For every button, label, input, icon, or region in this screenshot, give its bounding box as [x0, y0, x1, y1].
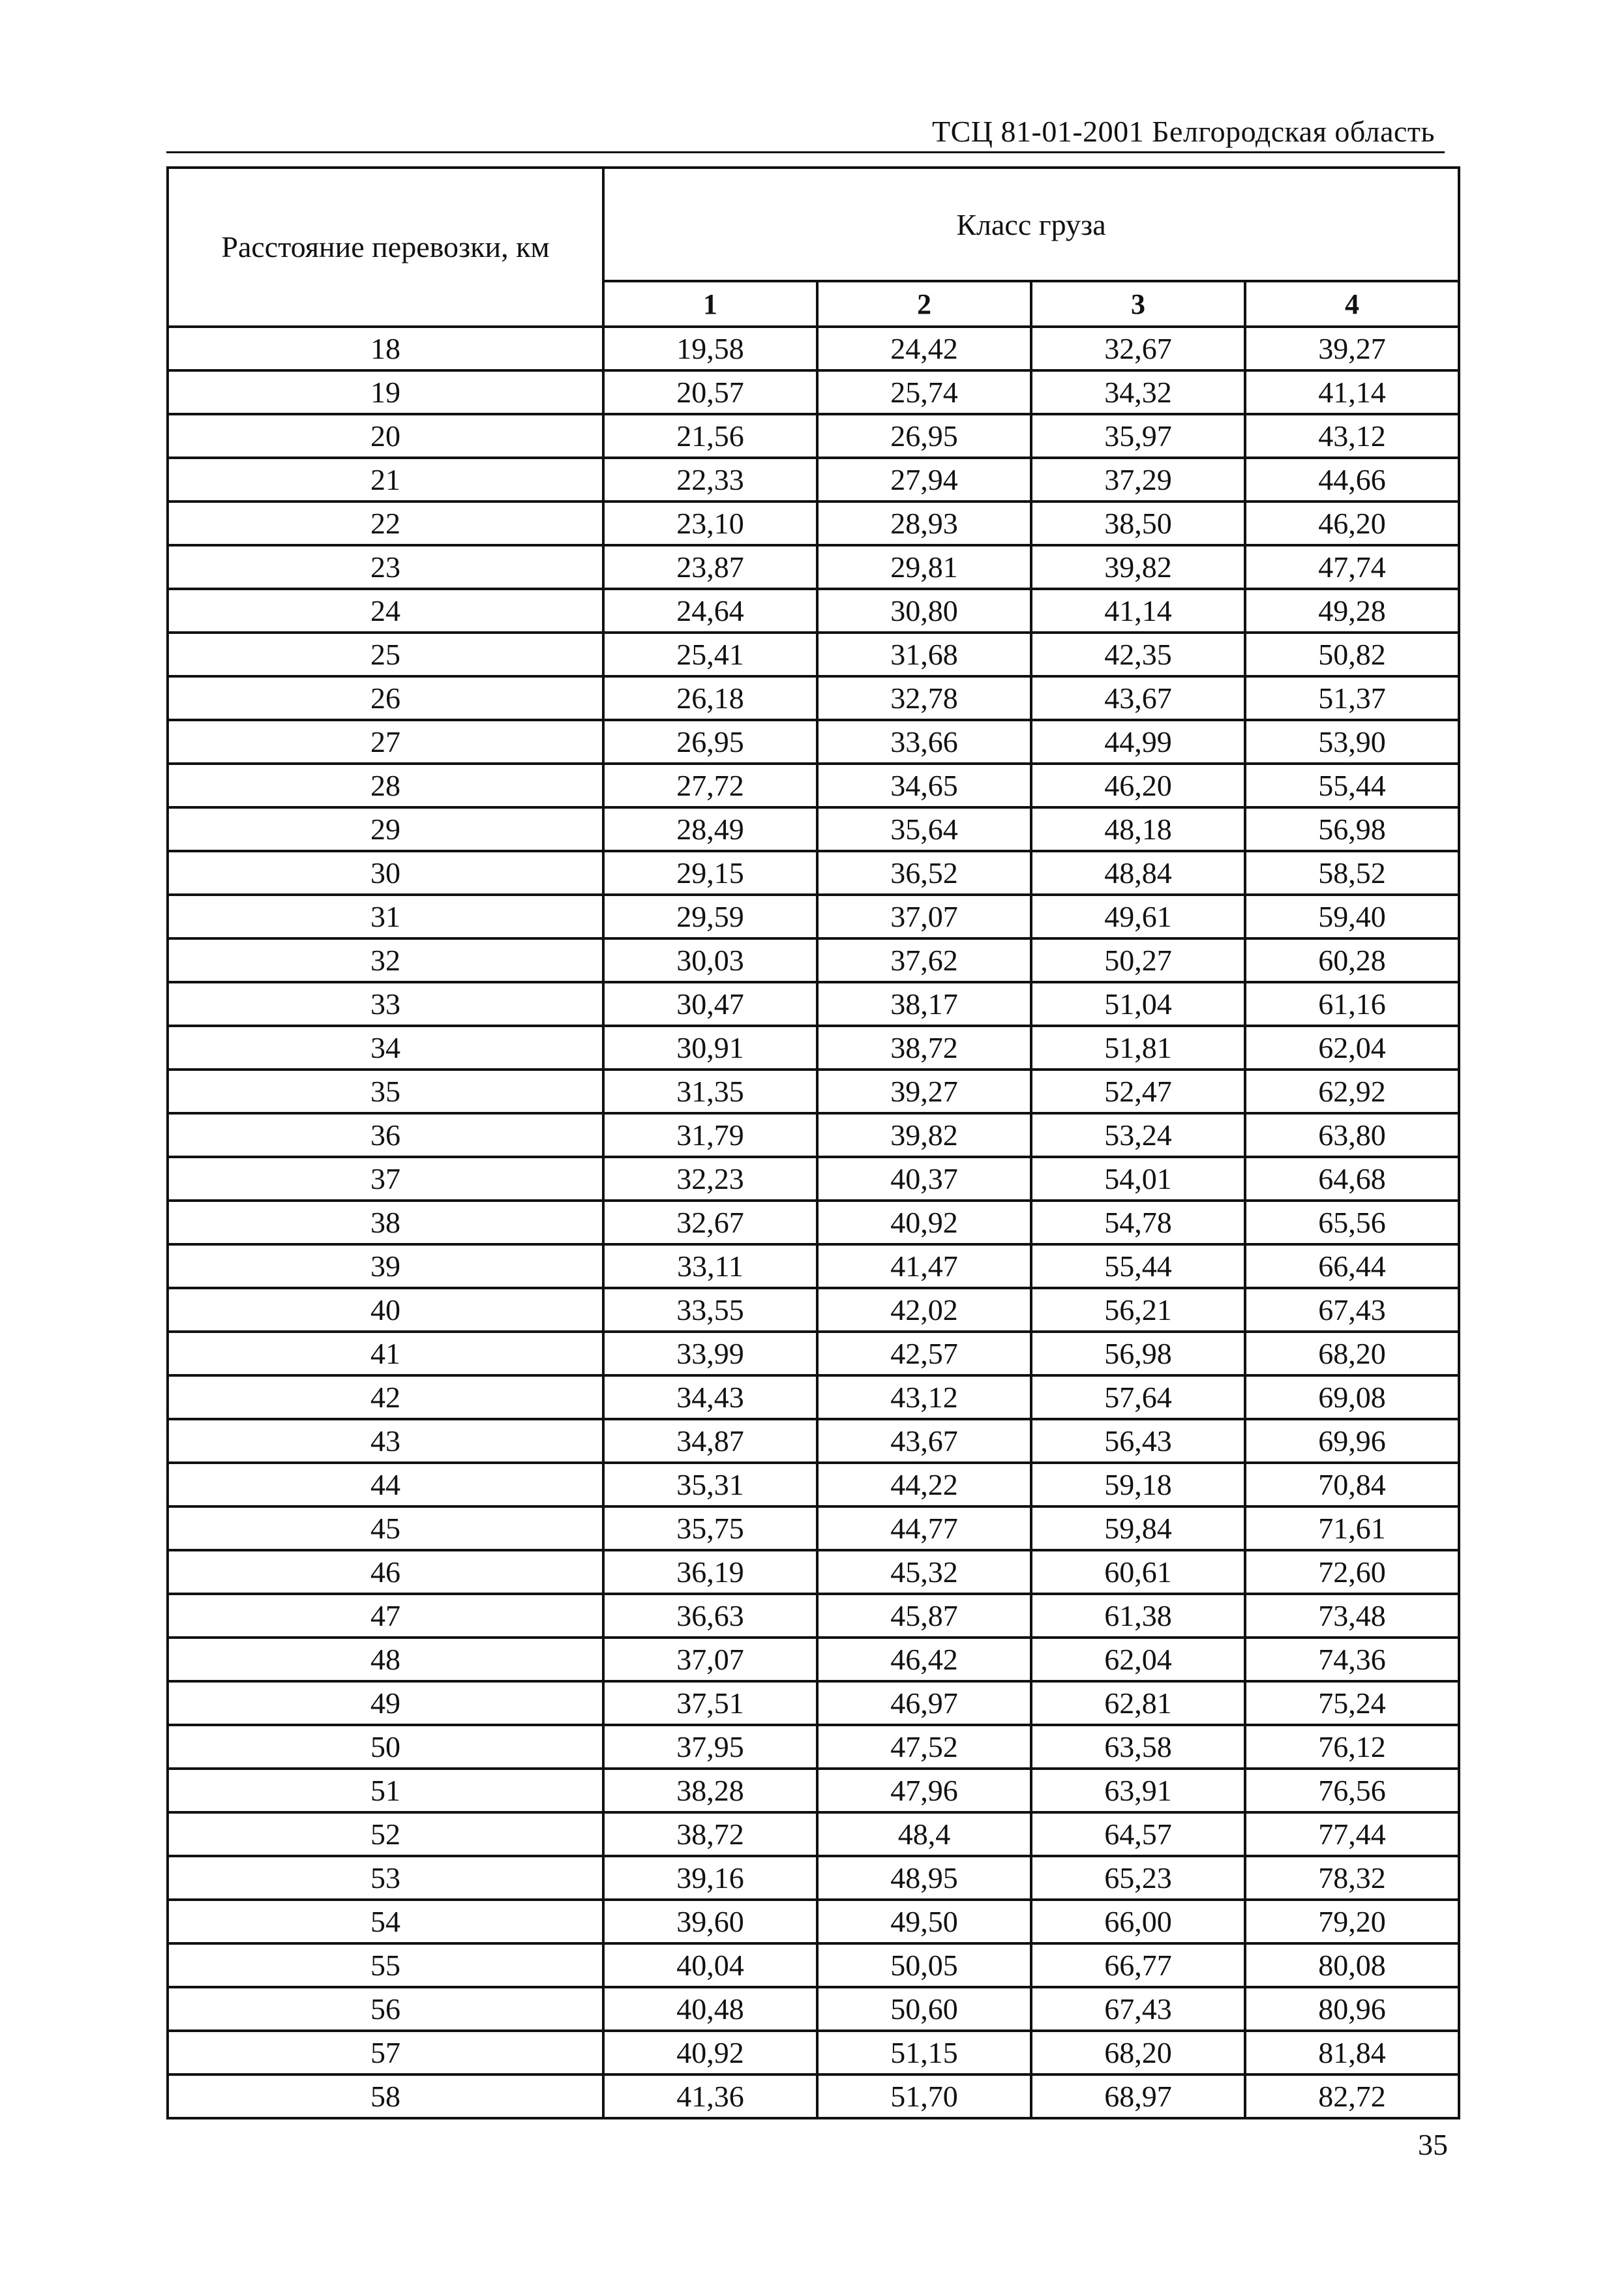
distance-cell: 33 — [168, 982, 603, 1026]
class-column-header: 1 — [603, 281, 817, 327]
distance-cell: 43 — [168, 1419, 603, 1463]
rate-cell: 39,82 — [1031, 545, 1245, 589]
table-row — [168, 1026, 1459, 1070]
rate-cell: 65,56 — [1245, 1201, 1459, 1244]
table-row — [168, 1638, 1459, 1681]
table-row — [168, 676, 1459, 720]
rate-cell: 36,63 — [603, 1594, 817, 1638]
rate-cell: 30,03 — [603, 938, 817, 982]
distance-cell: 49 — [168, 1681, 603, 1725]
rate-cell: 33,11 — [603, 1244, 817, 1288]
table-row — [168, 545, 1459, 589]
rate-cell: 43,12 — [817, 1375, 1031, 1419]
table-row — [168, 938, 1459, 982]
distance-cell: 27 — [168, 720, 603, 764]
rate-cell: 19,58 — [603, 327, 817, 370]
distance-cell: 44 — [168, 1463, 603, 1506]
rate-cell: 39,82 — [817, 1113, 1031, 1157]
rate-cell: 39,27 — [1245, 327, 1459, 370]
distance-cell: 41 — [168, 1332, 603, 1375]
rate-cell: 79,20 — [1245, 1900, 1459, 1943]
tariff-table — [166, 166, 1460, 2119]
rate-cell: 37,07 — [817, 895, 1031, 938]
rate-cell: 39,16 — [603, 1856, 817, 1900]
distance-cell: 55 — [168, 1943, 603, 1987]
distance-cell: 19 — [168, 370, 603, 414]
rate-cell: 33,55 — [603, 1288, 817, 1332]
rate-cell: 48,18 — [1031, 807, 1245, 851]
table-row — [168, 1288, 1459, 1332]
rate-cell: 55,44 — [1031, 1244, 1245, 1288]
rate-cell: 27,72 — [603, 764, 817, 807]
distance-cell: 52 — [168, 1812, 603, 1856]
rate-cell: 29,15 — [603, 851, 817, 895]
rate-cell: 52,47 — [1031, 1070, 1245, 1113]
rate-cell: 47,52 — [817, 1725, 1031, 1769]
rate-cell: 76,56 — [1245, 1769, 1459, 1812]
rate-cell: 38,72 — [603, 1812, 817, 1856]
table-row — [168, 1201, 1459, 1244]
distance-cell: 42 — [168, 1375, 603, 1419]
rate-cell: 61,38 — [1031, 1594, 1245, 1638]
rate-cell: 69,96 — [1245, 1419, 1459, 1463]
class-column-header: 4 — [1245, 281, 1459, 327]
class-column-header: 3 — [1031, 281, 1245, 327]
distance-cell: 58 — [168, 2074, 603, 2118]
rate-cell: 23,10 — [603, 502, 817, 545]
rate-cell: 38,50 — [1031, 502, 1245, 545]
page-number: 35 — [1418, 2128, 1448, 2161]
table-row — [168, 633, 1459, 676]
rate-cell: 74,36 — [1245, 1638, 1459, 1681]
rate-cell: 41,47 — [817, 1244, 1031, 1288]
rate-cell: 23,87 — [603, 545, 817, 589]
distance-cell: 53 — [168, 1856, 603, 1900]
rate-cell: 34,65 — [817, 764, 1031, 807]
rate-cell: 58,52 — [1245, 851, 1459, 895]
rate-cell: 38,17 — [817, 982, 1031, 1026]
rate-cell: 62,04 — [1245, 1026, 1459, 1070]
distance-cell: 26 — [168, 676, 603, 720]
rate-cell: 66,44 — [1245, 1244, 1459, 1288]
rate-cell: 48,84 — [1031, 851, 1245, 895]
rate-cell: 56,98 — [1245, 807, 1459, 851]
rate-cell: 37,62 — [817, 938, 1031, 982]
rate-cell: 40,92 — [603, 2031, 817, 2074]
rate-cell: 53,24 — [1031, 1113, 1245, 1157]
distance-cell: 29 — [168, 807, 603, 851]
rate-cell: 25,41 — [603, 633, 817, 676]
rate-cell: 26,18 — [603, 676, 817, 720]
table-row — [168, 1900, 1459, 1943]
distance-cell: 25 — [168, 633, 603, 676]
distance-cell: 18 — [168, 327, 603, 370]
rate-cell: 62,04 — [1031, 1638, 1245, 1681]
rate-cell: 40,48 — [603, 1987, 817, 2031]
rate-cell: 60,28 — [1245, 938, 1459, 982]
rate-cell: 30,47 — [603, 982, 817, 1026]
rate-cell: 31,35 — [603, 1070, 817, 1113]
rate-cell: 44,77 — [817, 1506, 1031, 1550]
rate-cell: 31,79 — [603, 1113, 817, 1157]
rate-cell: 80,08 — [1245, 1943, 1459, 1987]
rate-cell: 27,94 — [817, 458, 1031, 502]
rate-cell: 68,97 — [1031, 2074, 1245, 2118]
rate-cell: 77,44 — [1245, 1812, 1459, 1856]
table-row — [168, 1812, 1459, 1856]
rate-cell: 50,27 — [1031, 938, 1245, 982]
rate-cell: 75,24 — [1245, 1681, 1459, 1725]
distance-cell: 56 — [168, 1987, 603, 2031]
rate-cell: 42,57 — [817, 1332, 1031, 1375]
rate-cell: 29,81 — [817, 545, 1031, 589]
rate-cell: 59,18 — [1031, 1463, 1245, 1506]
distance-cell: 40 — [168, 1288, 603, 1332]
rate-cell: 43,67 — [1031, 676, 1245, 720]
distance-cell: 35 — [168, 1070, 603, 1113]
rate-cell: 81,84 — [1245, 2031, 1459, 2074]
table-row — [168, 1463, 1459, 1506]
rate-cell: 46,97 — [817, 1681, 1031, 1725]
table-row — [168, 1113, 1459, 1157]
rate-cell: 41,14 — [1031, 589, 1245, 633]
rate-cell: 68,20 — [1245, 1332, 1459, 1375]
rate-cell: 48,4 — [817, 1812, 1031, 1856]
table-row — [168, 807, 1459, 851]
rate-cell: 30,80 — [817, 589, 1031, 633]
rate-cell: 25,74 — [817, 370, 1031, 414]
rate-cell: 37,95 — [603, 1725, 817, 1769]
rate-cell: 60,61 — [1031, 1550, 1245, 1594]
rate-cell: 49,61 — [1031, 895, 1245, 938]
rate-cell: 36,52 — [817, 851, 1031, 895]
rate-cell: 24,64 — [603, 589, 817, 633]
distance-cell: 21 — [168, 458, 603, 502]
rate-cell: 34,87 — [603, 1419, 817, 1463]
rate-cell: 54,01 — [1031, 1157, 1245, 1201]
rate-cell: 26,95 — [817, 414, 1031, 458]
rate-cell: 50,82 — [1245, 633, 1459, 676]
tariff-table-container — [166, 166, 1458, 2119]
rate-cell: 51,15 — [817, 2031, 1031, 2074]
table-row — [168, 1943, 1459, 1987]
rate-cell: 50,60 — [817, 1987, 1031, 2031]
distance-cell: 38 — [168, 1201, 603, 1244]
table-head — [168, 168, 1459, 327]
distance-cell: 31 — [168, 895, 603, 938]
distance-cell: 48 — [168, 1638, 603, 1681]
rate-cell: 35,64 — [817, 807, 1031, 851]
rate-cell: 73,48 — [1245, 1594, 1459, 1638]
rate-cell: 30,91 — [603, 1026, 817, 1070]
table-row — [168, 327, 1459, 370]
table-row — [168, 370, 1459, 414]
table-row — [168, 458, 1459, 502]
distance-cell: 28 — [168, 764, 603, 807]
table-row — [168, 1244, 1459, 1288]
rate-cell: 69,08 — [1245, 1375, 1459, 1419]
rate-cell: 64,68 — [1245, 1157, 1459, 1201]
table-row — [168, 2031, 1459, 2074]
table-row — [168, 851, 1459, 895]
rate-cell: 56,21 — [1031, 1288, 1245, 1332]
cargo-class-header: Класс груза — [603, 168, 1459, 281]
table-row — [168, 1594, 1459, 1638]
rate-cell: 57,64 — [1031, 1375, 1245, 1419]
rate-cell: 35,97 — [1031, 414, 1245, 458]
rate-cell: 64,57 — [1031, 1812, 1245, 1856]
distance-cell: 20 — [168, 414, 603, 458]
distance-cell: 24 — [168, 589, 603, 633]
rate-cell: 59,40 — [1245, 895, 1459, 938]
rate-cell: 71,61 — [1245, 1506, 1459, 1550]
table-row — [168, 1550, 1459, 1594]
distance-cell: 46 — [168, 1550, 603, 1594]
rate-cell: 61,16 — [1245, 982, 1459, 1026]
table-row — [168, 1856, 1459, 1900]
rate-cell: 56,98 — [1031, 1332, 1245, 1375]
rate-cell: 37,51 — [603, 1681, 817, 1725]
rate-cell: 47,74 — [1245, 545, 1459, 589]
header-row-main — [168, 168, 1459, 281]
rate-cell: 53,90 — [1245, 720, 1459, 764]
rate-cell: 70,84 — [1245, 1463, 1459, 1506]
rate-cell: 32,23 — [603, 1157, 817, 1201]
table-row — [168, 1375, 1459, 1419]
rate-cell: 34,43 — [603, 1375, 817, 1419]
rate-cell: 38,28 — [603, 1769, 817, 1812]
table-row — [168, 1681, 1459, 1725]
class-column-header: 2 — [817, 281, 1031, 327]
rate-cell: 66,77 — [1031, 1943, 1245, 1987]
rate-cell: 37,07 — [603, 1638, 817, 1681]
rate-cell: 32,67 — [603, 1201, 817, 1244]
rate-cell: 51,37 — [1245, 676, 1459, 720]
rate-cell: 33,99 — [603, 1332, 817, 1375]
rate-cell: 67,43 — [1245, 1288, 1459, 1332]
table-body — [168, 327, 1459, 2118]
rate-cell: 29,59 — [603, 895, 817, 938]
rate-cell: 49,50 — [817, 1900, 1031, 1943]
rate-cell: 35,75 — [603, 1506, 817, 1550]
rate-cell: 67,43 — [1031, 1987, 1245, 2031]
rate-cell: 26,95 — [603, 720, 817, 764]
rate-cell: 40,37 — [817, 1157, 1031, 1201]
rate-cell: 62,81 — [1031, 1681, 1245, 1725]
distance-cell: 37 — [168, 1157, 603, 1201]
table-row — [168, 2074, 1459, 2118]
table-row — [168, 1070, 1459, 1113]
rate-cell: 45,32 — [817, 1550, 1031, 1594]
rate-cell: 63,58 — [1031, 1725, 1245, 1769]
distance-cell: 47 — [168, 1594, 603, 1638]
rate-cell: 51,81 — [1031, 1026, 1245, 1070]
distance-cell: 30 — [168, 851, 603, 895]
rate-cell: 68,20 — [1031, 2031, 1245, 2074]
rate-cell: 20,57 — [603, 370, 817, 414]
rate-cell: 36,19 — [603, 1550, 817, 1594]
distance-cell: 32 — [168, 938, 603, 982]
rate-cell: 59,84 — [1031, 1506, 1245, 1550]
rate-cell: 72,60 — [1245, 1550, 1459, 1594]
table-row — [168, 414, 1459, 458]
table-row — [168, 1157, 1459, 1201]
table-row — [168, 720, 1459, 764]
rate-cell: 66,00 — [1031, 1900, 1245, 1943]
rate-cell: 32,78 — [817, 676, 1031, 720]
rate-cell: 62,92 — [1245, 1070, 1459, 1113]
rate-cell: 51,70 — [817, 2074, 1031, 2118]
rate-cell: 51,04 — [1031, 982, 1245, 1026]
running-header — [166, 104, 1445, 153]
rate-cell: 82,72 — [1245, 2074, 1459, 2118]
table-row — [168, 982, 1459, 1026]
rate-cell: 28,49 — [603, 807, 817, 851]
rate-cell: 41,36 — [603, 2074, 817, 2118]
rate-cell: 65,23 — [1031, 1856, 1245, 1900]
distance-cell: 54 — [168, 1900, 603, 1943]
distance-cell: 36 — [168, 1113, 603, 1157]
rate-cell: 48,95 — [817, 1856, 1031, 1900]
rate-cell: 32,67 — [1031, 327, 1245, 370]
distance-cell: 39 — [168, 1244, 603, 1288]
rate-cell: 56,43 — [1031, 1419, 1245, 1463]
table-row — [168, 1332, 1459, 1375]
rate-cell: 43,12 — [1245, 414, 1459, 458]
distance-cell: 23 — [168, 545, 603, 589]
rate-cell: 43,67 — [817, 1419, 1031, 1463]
rate-cell: 50,05 — [817, 1943, 1031, 1987]
rate-cell: 38,72 — [817, 1026, 1031, 1070]
rate-cell: 40,92 — [817, 1201, 1031, 1244]
table-row — [168, 1987, 1459, 2031]
rate-cell: 46,20 — [1031, 764, 1245, 807]
rate-cell: 63,80 — [1245, 1113, 1459, 1157]
rate-cell: 80,96 — [1245, 1987, 1459, 2031]
table-row — [168, 502, 1459, 545]
rate-cell: 49,28 — [1245, 589, 1459, 633]
rate-cell: 28,93 — [817, 502, 1031, 545]
rate-cell: 78,32 — [1245, 1856, 1459, 1900]
rate-cell: 41,14 — [1245, 370, 1459, 414]
rate-cell: 39,27 — [817, 1070, 1031, 1113]
rate-cell: 39,60 — [603, 1900, 817, 1943]
rate-cell: 45,87 — [817, 1594, 1031, 1638]
rate-cell: 37,29 — [1031, 458, 1245, 502]
rate-cell: 42,02 — [817, 1288, 1031, 1332]
rate-cell: 21,56 — [603, 414, 817, 458]
rate-cell: 44,66 — [1245, 458, 1459, 502]
distance-cell: 50 — [168, 1725, 603, 1769]
rate-cell: 42,35 — [1031, 633, 1245, 676]
table-row — [168, 895, 1459, 938]
distance-cell: 22 — [168, 502, 603, 545]
distance-cell: 51 — [168, 1769, 603, 1812]
rate-cell: 33,66 — [817, 720, 1031, 764]
rate-cell: 47,96 — [817, 1769, 1031, 1812]
distance-column-header: Расстояние перевозки, км — [168, 168, 603, 327]
distance-cell: 57 — [168, 2031, 603, 2074]
rate-cell: 55,44 — [1245, 764, 1459, 807]
rate-cell: 63,91 — [1031, 1769, 1245, 1812]
rate-cell: 22,33 — [603, 458, 817, 502]
table-row — [168, 1506, 1459, 1550]
distance-cell: 34 — [168, 1026, 603, 1070]
running-title: ТСЦ 81-01-2001 Белгородская область — [932, 115, 1435, 148]
rate-cell: 76,12 — [1245, 1725, 1459, 1769]
table-row — [168, 1725, 1459, 1769]
rate-cell: 35,31 — [603, 1463, 817, 1506]
table-row — [168, 764, 1459, 807]
rate-cell: 31,68 — [817, 633, 1031, 676]
rate-cell: 44,22 — [817, 1463, 1031, 1506]
table-row — [168, 1769, 1459, 1812]
rate-cell: 54,78 — [1031, 1201, 1245, 1244]
rate-cell: 44,99 — [1031, 720, 1245, 764]
rate-cell: 40,04 — [603, 1943, 817, 1987]
table-row — [168, 1419, 1459, 1463]
distance-cell: 45 — [168, 1506, 603, 1550]
rate-cell: 34,32 — [1031, 370, 1245, 414]
rate-cell: 46,20 — [1245, 502, 1459, 545]
table-row — [168, 589, 1459, 633]
rate-cell: 24,42 — [817, 327, 1031, 370]
rate-cell: 46,42 — [817, 1638, 1031, 1681]
